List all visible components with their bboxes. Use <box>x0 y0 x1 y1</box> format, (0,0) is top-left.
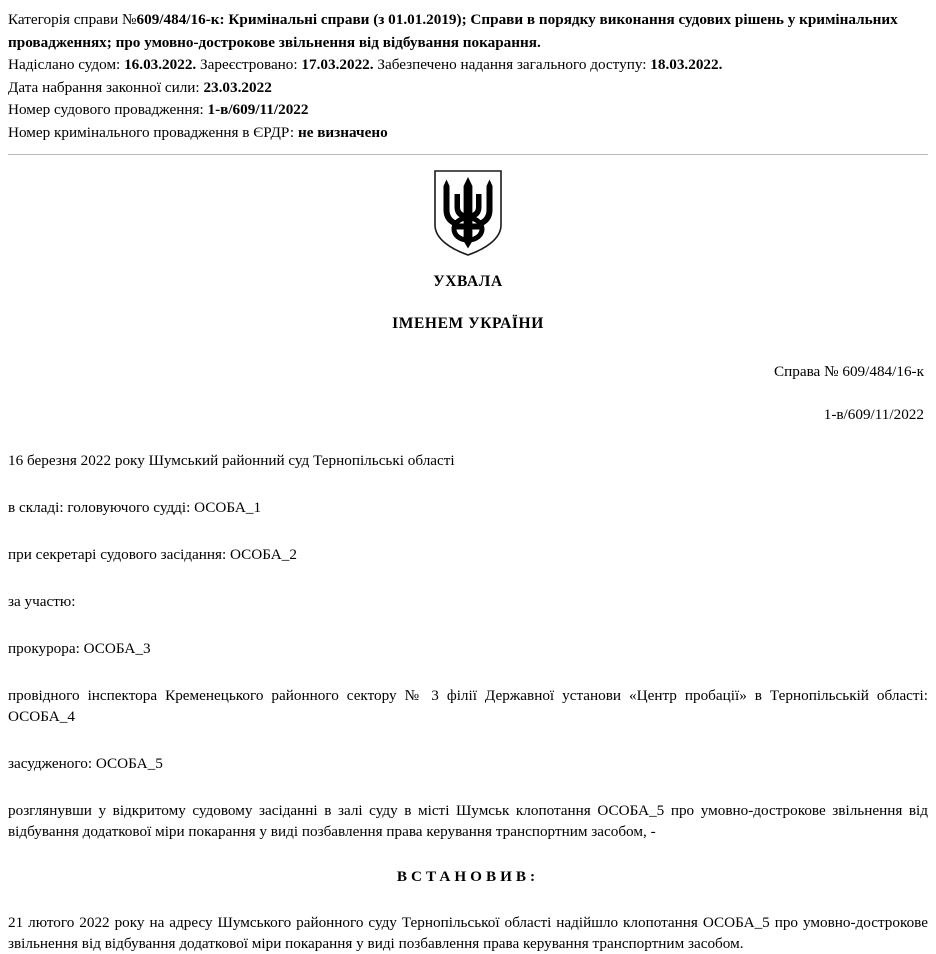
paragraph-secretary: при секретарі судового засідання: ОСОБА_2 <box>8 546 297 563</box>
paragraph-petition-received: 21 лютого 2022 року на адресу Шумського районного суду Тернопільської області надійшло клопотання ОСОБА_5 про умовно-дострокове звільнення від відбування додаткової міри покарання у виді позбавлення права керування транспортним засобом. <box>8 914 928 952</box>
sent-registered-access-line <box>8 54 928 77</box>
document-subtitle: ІМЕНЕМ УКРАЇНИ <box>392 315 544 332</box>
paragraph-probation-inspector: провідного інспектора Кременецького районного сектору № 3 філії Державної установи «Центр пробації» в Тернопільській області: ОСОБА_4 <box>8 687 928 725</box>
proceeding-number-value: 1-в/609/11/2022 <box>207 101 309 118</box>
ukraine-coat-of-arms-icon <box>433 169 503 257</box>
paragraph-considered: розглянувши у відкритому судовому засіданні в залі суду в місті Шумськ клопотання ОСОБА_5 про умовно-дострокове звільнення від відбування додаткової міри покарання у виді позбавлення права керування транспортним засобом, - <box>8 802 928 840</box>
registered-label: Зареєстровано: <box>200 56 298 73</box>
paragraph-composition: в складі: головуючого судді: ОСОБА_1 <box>8 499 262 516</box>
registered-value: 17.03.2022. <box>301 56 374 73</box>
access-label: Забезпечено надання загального доступу: <box>377 56 647 73</box>
force-date-label: Дата набрання законної сили: <box>8 78 200 96</box>
document-title: УХВАЛА <box>433 273 503 290</box>
case-number-ref: Справа № 609/484/16-к <box>773 363 924 380</box>
sent-label: Надіслано судом: <box>8 56 121 73</box>
sent-value: 16.03.2022. <box>124 56 197 73</box>
case-category-label: Категорія справи № <box>8 11 137 28</box>
paragraph-convict: засудженого: ОСОБА_5 <box>8 755 163 772</box>
case-category-number: 609/484/16-к <box>136 11 220 28</box>
proceeding-number-line <box>8 99 928 122</box>
proceeding-number-ref: 1-в/609/11/2022 <box>823 406 924 423</box>
coat-of-arms-container <box>8 169 928 257</box>
paragraph-participation-label: за участю: <box>8 593 76 610</box>
paragraph-prosecutor: прокурора: ОСОБА_3 <box>8 640 151 657</box>
header-divider <box>8 154 928 155</box>
case-metadata-block <box>8 9 928 144</box>
erdr-value: не визначено <box>297 123 388 141</box>
force-date-value: 23.03.2022 <box>203 78 272 96</box>
paragraph-date-court: 16 березня 2022 року Шумський районний суд Тернопільські області <box>8 452 455 469</box>
document-body <box>8 450 928 954</box>
force-date-line <box>8 77 928 100</box>
access-value: 18.03.2022. <box>650 56 723 73</box>
proceeding-number-label: Номер судового провадження: <box>8 101 204 118</box>
case-category-line <box>8 9 928 54</box>
established-heading: ВСТАНОВИВ: <box>396 868 540 885</box>
erdr-label: Номер кримінального провадження в ЄРДР: <box>8 123 295 141</box>
case-category-value: : Кримінальні справи (з 01.01.2019); Справи в порядку виконання судових рішень у кримінальних провадженнях; про умовно-дострокове звільнення від відбування покарання. <box>8 11 898 51</box>
erdr-number-line <box>8 122 928 145</box>
